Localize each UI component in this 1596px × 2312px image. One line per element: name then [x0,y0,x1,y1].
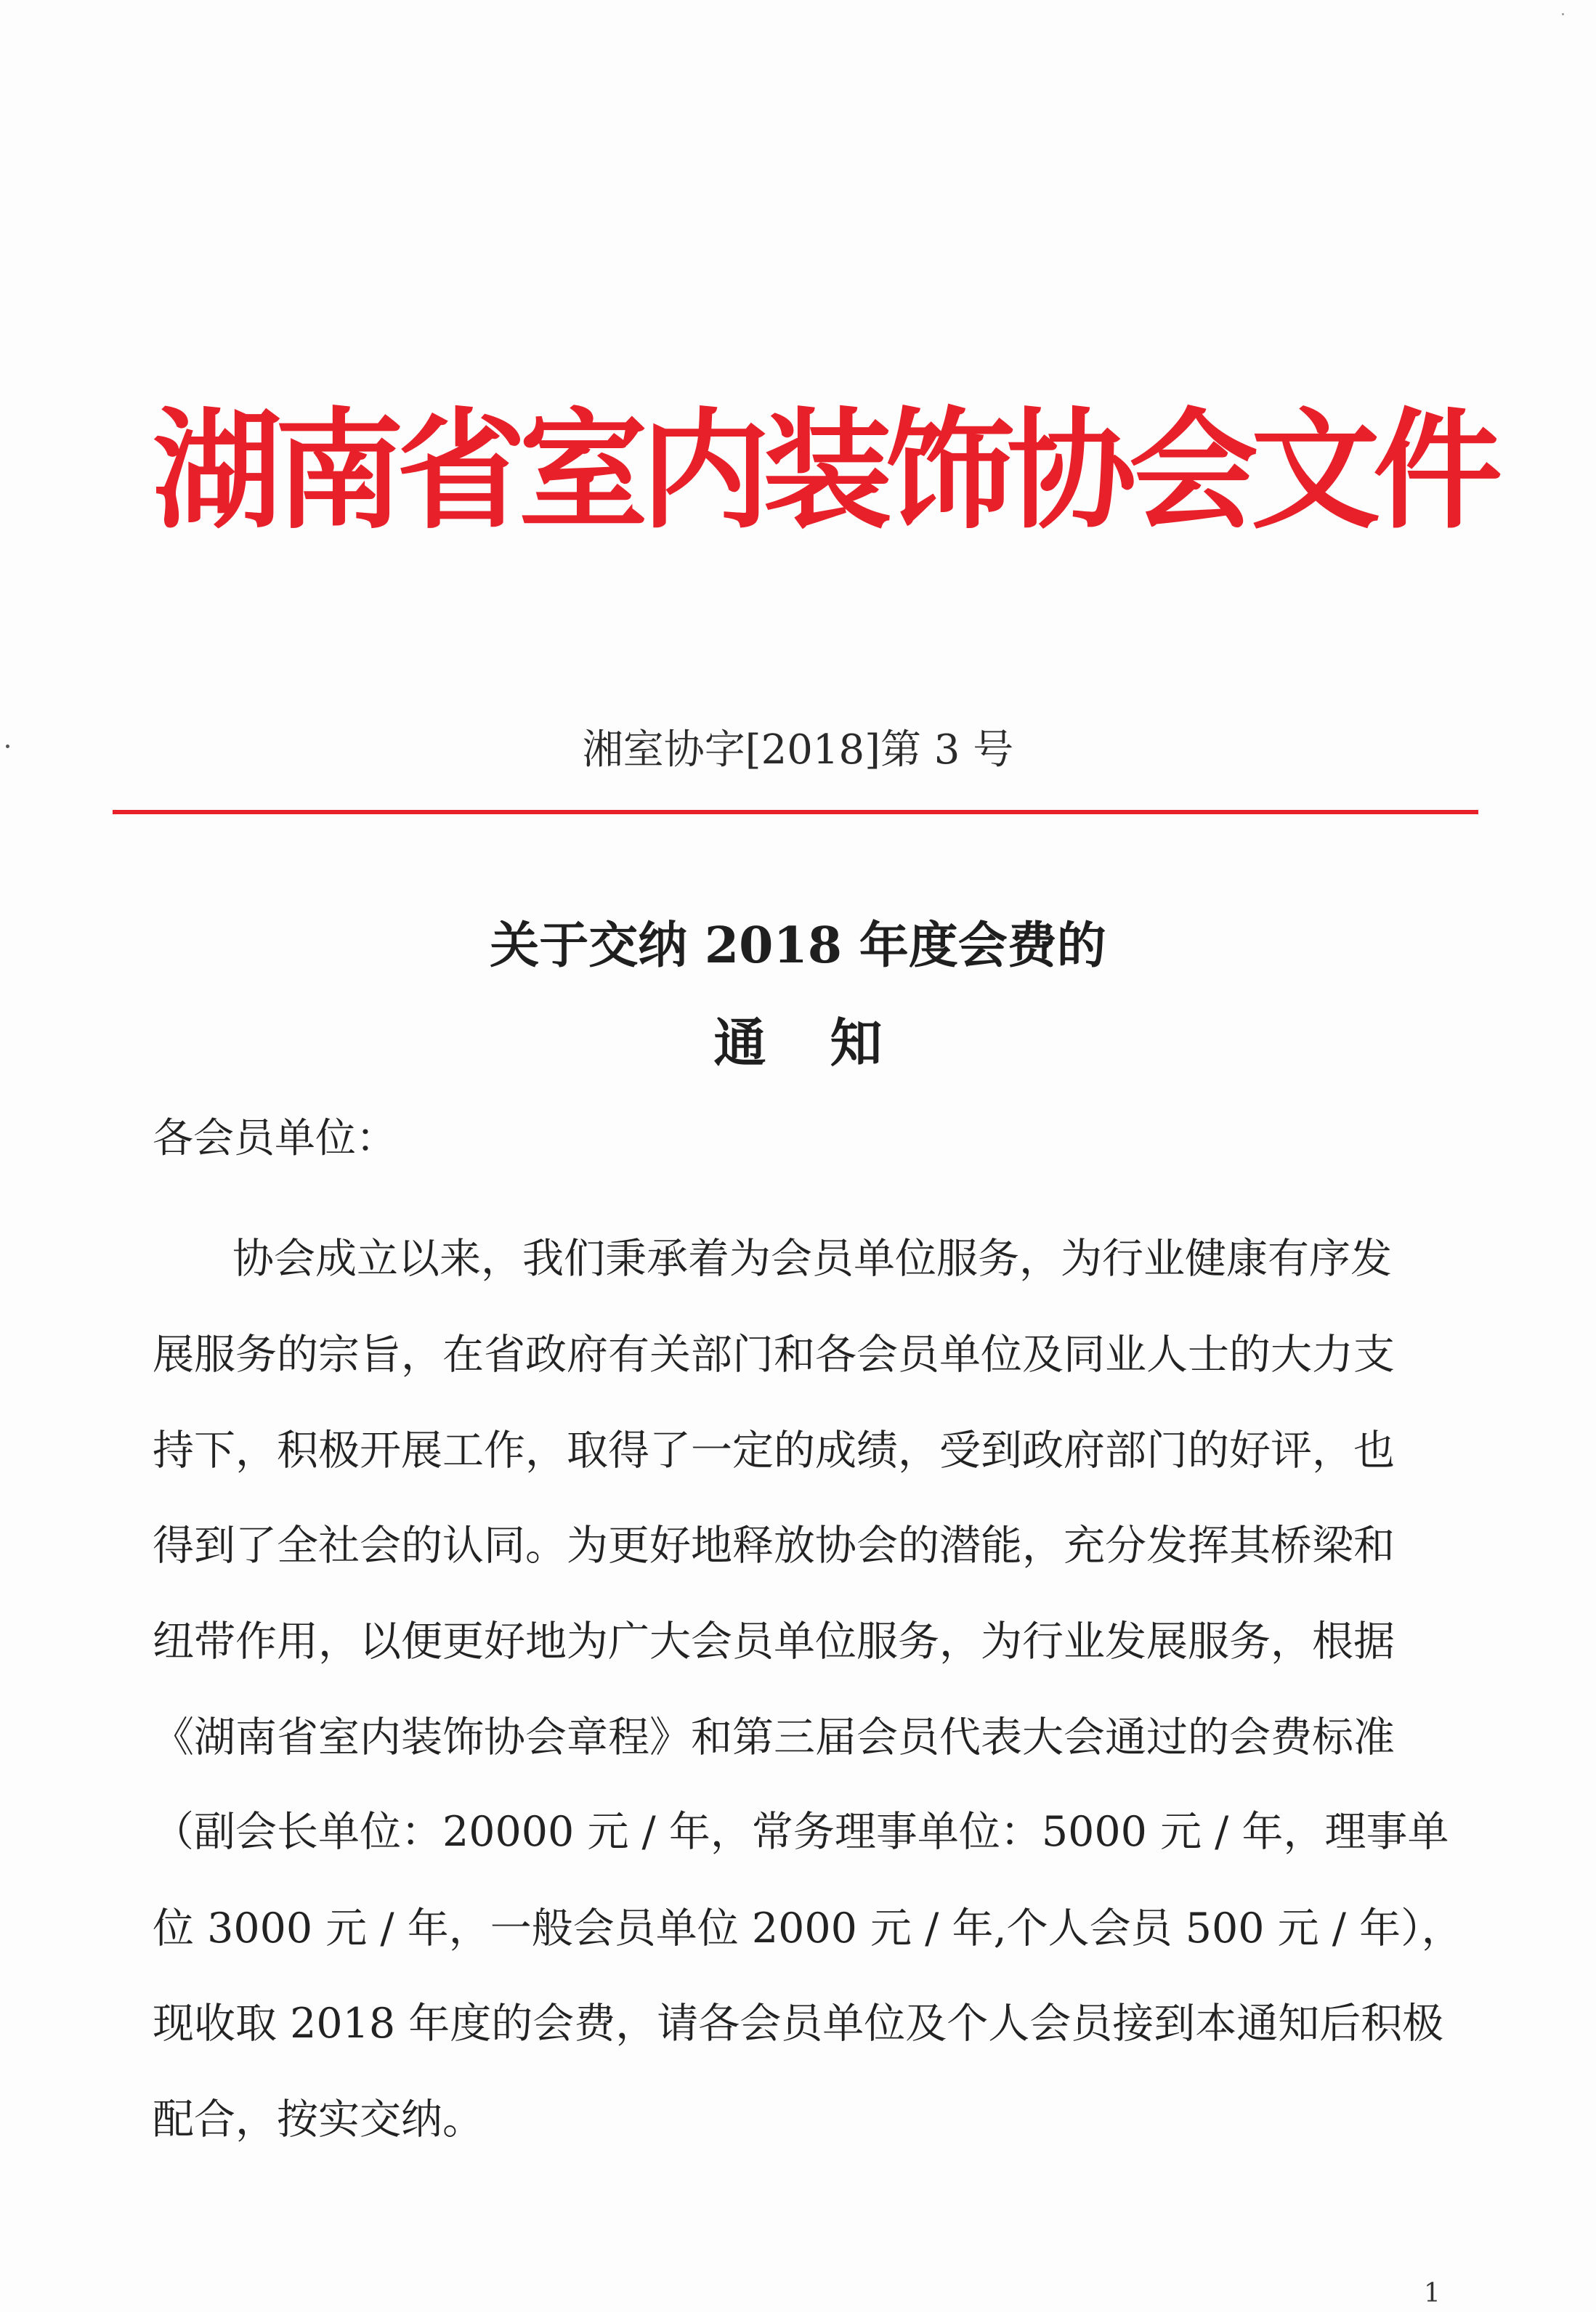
notice-title-line-1: 关于交纳 2018 年度会费的 [490,917,1106,975]
body-line-8: 位 3000 元 / 年，一般会员单位 2000 元 / 年,个人会员 500 元 / 年）， [153,1905,1463,1952]
document-number: 湘室协字[2018]第 3 号 [582,726,1014,774]
scan-speck [6,745,9,748]
scan-speck [1562,13,1564,15]
body-line-10: 配合，按实交纳。 [153,2096,484,2143]
page-number: 1 [1424,2279,1441,2308]
body-line-5: 纽带作用，以便更好地为广大会员单位服务，为行业发展服务，根据 [153,1618,1395,1666]
body-line-4: 得到了全社会的认同。为更好地释放协会的潜能，充分发挥其桥梁和 [153,1522,1395,1570]
body-line-9: 现收取 2018 年度的会费，请各会员单位及个人会员接到本通知后积极 [153,2000,1444,2048]
body-line-7: （副会长单位：20000 元 / 年，常务理事单位：5000 元 / 年，理事单 [153,1808,1449,1856]
body-line-3: 持下，积极开展工作，取得了一定的成绩，受到政府部门的好评，也 [153,1427,1395,1475]
red-divider-line [113,810,1478,814]
body-line-1: 协会成立以来，我们秉承着为会员单位服务，为行业健康有序发 [232,1235,1392,1283]
body-line-2: 展服务的宗旨，在省政府有关部门和各会员单位及同业人士的大力支 [153,1331,1395,1379]
notice-title-line-2: 通知 [713,1012,947,1074]
document-header-title: 湖南省室内装饰协会文件 [153,396,1495,546]
body-line-6: 《湖南省室内装饰协会章程》和第三届会员代表大会通过的会费标准 [153,1713,1395,1761]
salutation: 各会员单位： [153,1115,397,1162]
